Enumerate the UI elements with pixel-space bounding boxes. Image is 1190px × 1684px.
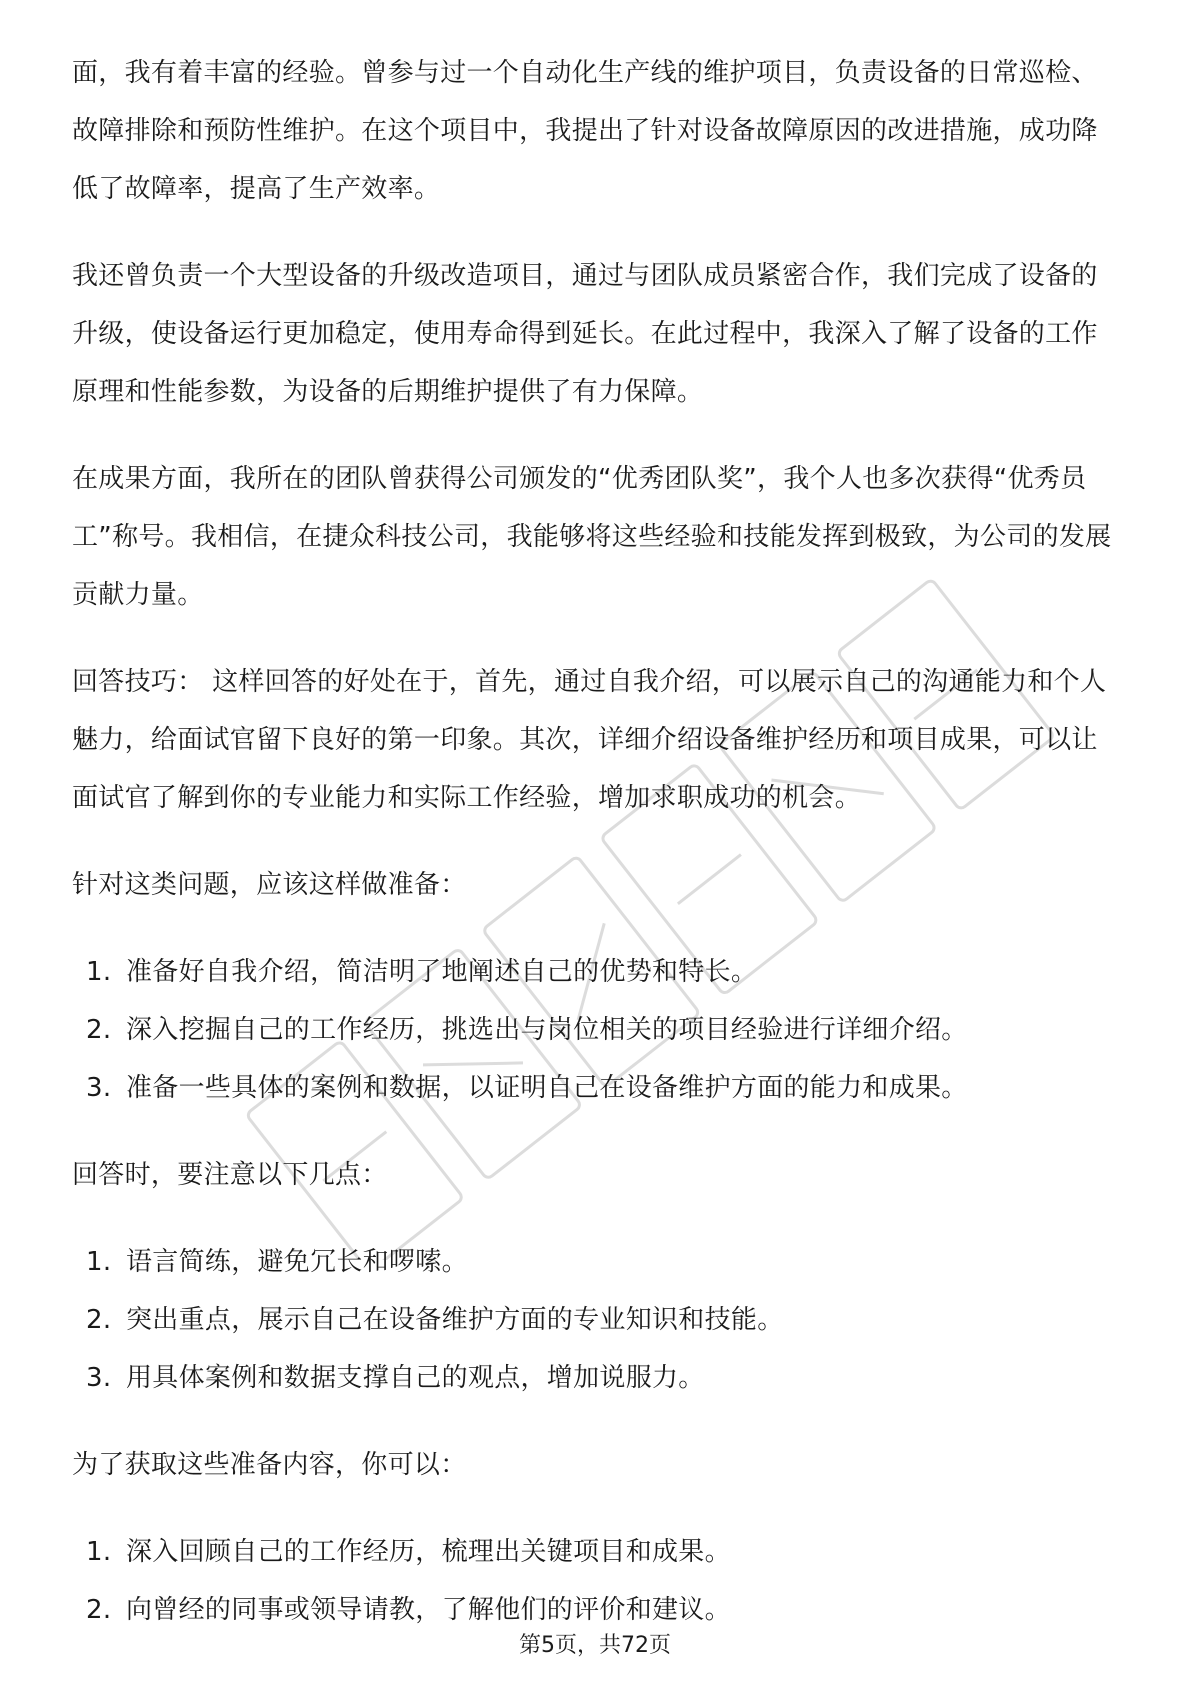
document-body — [72, 44, 1118, 1668]
list-item — [72, 1523, 1118, 1581]
list-number: 3. — [86, 1073, 112, 1103]
list-number: 2. — [86, 1595, 112, 1625]
page-number-footer: 第5页，共72页 — [519, 1633, 671, 1658]
resources-list — [72, 1523, 1118, 1639]
paragraph-experience: 面，我有着丰富的经验。曾参与过一个自动化生产线的维护项目，负责设备的日常巡检、故障排除和预防性维护。在这个项目中，我提出了针对设备故障原因的改进措施，成功降低了故障率，提高了生产效率。 — [72, 58, 1098, 204]
paragraph-achievements: 在成果方面，我所在的团队曾获得公司颁发的“优秀团队奖”，我个人也多次获得“优秀员工”称号。我相信，在捷众科技公司，我能够将这些经验和技能发挥到极致，为公司的发展贡献力量。 — [72, 464, 1112, 610]
list-item — [72, 1349, 1118, 1407]
list-number: 1. — [86, 1247, 112, 1277]
list-item-text: 向曾经的同事或领导请教，了解他们的评价和建议。 — [126, 1595, 731, 1625]
paragraph-upgrade-project: 我还曾负责一个大型设备的升级改造项目，通过与团队成员紧密合作，我们完成了设备的升级，使设备运行更加稳定，使用寿命得到延长。在此过程中，我深入了解了设备的工作原理和性能参数，为设备的后期维护提供了有力保障。 — [72, 261, 1098, 407]
list-item — [72, 1059, 1118, 1117]
list-number: 3. — [86, 1363, 112, 1393]
list-item-text: 深入回顾自己的工作经历，梳理出关键项目和成果。 — [126, 1537, 731, 1567]
prepare-list — [72, 943, 1118, 1117]
list-item-text: 用具体案例和数据支撑自己的观点，增加说服力。 — [126, 1363, 705, 1393]
list-item-text: 准备好自我介绍，简洁明了地阐述自己的优势和特长。 — [126, 957, 758, 987]
list-number: 1. — [86, 957, 112, 987]
list-item-text: 深入挖掘自己的工作经历，挑选出与岗位相关的项目经验进行详细介绍。 — [126, 1015, 968, 1045]
paragraph-answer-tips: 回答技巧： 这样回答的好处在于，首先，通过自我介绍，可以展示自己的沟通能力和个人魅力，给面试官留下良好的第一印象。其次，详细介绍设备维护经历和项目成果，可以让面试官了解到你的专业能力和实际工作经验，增加求职成功的机会。 — [72, 667, 1107, 813]
list-item — [72, 1291, 1118, 1349]
list-number: 1. — [86, 1537, 112, 1567]
section-attention-intro: 回答时，要注意以下几点： — [72, 1160, 388, 1190]
list-item — [72, 1001, 1118, 1059]
list-number: 2. — [86, 1015, 112, 1045]
section-prepare-intro: 针对这类问题，应该这样做准备： — [72, 870, 467, 900]
list-item-text: 语言简练，避免冗长和啰嗦。 — [126, 1247, 468, 1277]
attention-list — [72, 1233, 1118, 1407]
section-resources-intro: 为了获取这些准备内容，你可以： — [72, 1450, 467, 1480]
list-item — [72, 1233, 1118, 1291]
list-number: 2. — [86, 1305, 112, 1335]
list-item-text: 准备一些具体的案例和数据，以证明自己在设备维护方面的能力和成果。 — [126, 1073, 968, 1103]
list-item-text: 突出重点，展示自己在设备维护方面的专业知识和技能。 — [126, 1305, 784, 1335]
list-item — [72, 943, 1118, 1001]
